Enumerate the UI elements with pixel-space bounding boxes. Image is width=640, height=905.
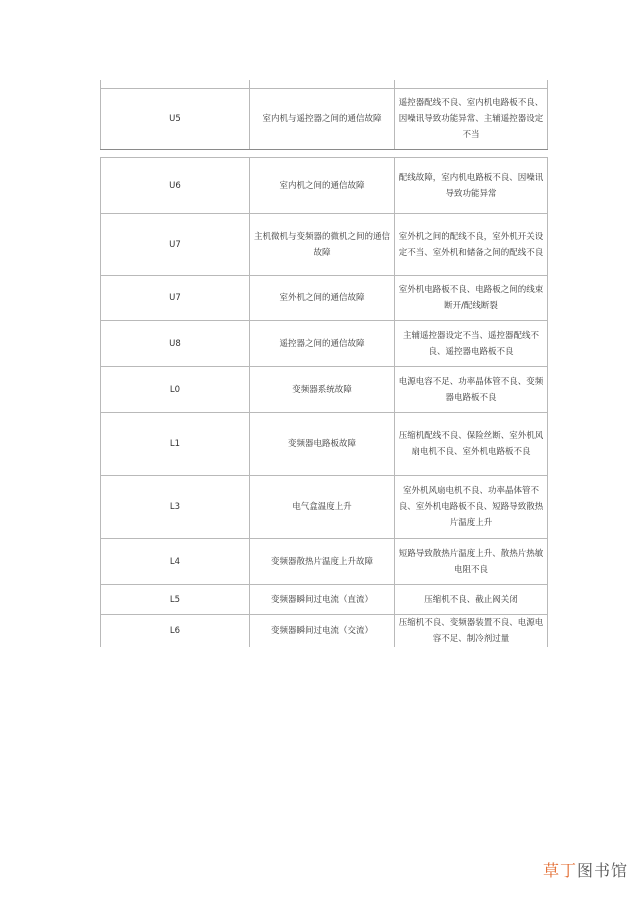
- code-cell: [101, 80, 250, 89]
- table-row: [101, 367, 548, 413]
- cause-cell: 配线故障，室内机电路板不良、因噪讯导致功能异常: [395, 158, 548, 214]
- table-row: [101, 214, 548, 276]
- cause-cell: 室外机风扇电机不良、功率晶体管不良、室外机电路板不良、短路导致散热片温度上升: [395, 476, 548, 539]
- cause-cell: 室外机之间的配线不良，室外机开关设定不当、室外机和储备之间的配线不良: [395, 214, 548, 276]
- fault-name-cell: [250, 80, 395, 89]
- table-row: [101, 476, 548, 539]
- fault-name-cell: 主机微机与变频器的微机之间的通信故障: [250, 214, 395, 276]
- cause-cell: 室外机电路板不良、电路板之间的线束断开/配线断裂: [395, 276, 548, 321]
- cause-cell: 压缩机配线不良、保险丝断、室外机风扇电机不良、室外机电路板不良: [395, 413, 548, 476]
- fault-name-cell: 室外机之间的通信故障: [250, 276, 395, 321]
- watermark-accent-text: 草丁: [542, 861, 577, 880]
- fault-name-cell: 变频器散热片温度上升故障: [250, 539, 395, 585]
- fault-name-cell: 室内机与遥控器之间的通信故障: [250, 89, 395, 150]
- code-cell: L5: [101, 585, 250, 615]
- fault-name-cell: 变频器瞬间过电流（直流）: [250, 585, 395, 615]
- table-row: [101, 585, 548, 615]
- table-row: [101, 539, 548, 585]
- table-row: [101, 276, 548, 321]
- code-cell: U5: [101, 89, 250, 150]
- fault-table-main: [100, 157, 548, 647]
- cause-cell: 压缩机不良、变频器装置不良、电源电容不足、制冷剂过量: [395, 615, 548, 648]
- cause-cell: 短路导致散热片温度上升、散热片热敏电阻不良: [395, 539, 548, 585]
- fault-name-cell: 遥控器之间的通信故障: [250, 321, 395, 367]
- cause-cell: [395, 80, 548, 89]
- code-cell: L0: [101, 367, 250, 413]
- fault-name-cell: 变频器电路板故障: [250, 413, 395, 476]
- fault-name-cell: 变频器瞬间过电流（交流）: [250, 615, 395, 648]
- code-cell: U8: [101, 321, 250, 367]
- table-row: [101, 89, 548, 150]
- cause-cell: 主辅遥控器设定不当、遥控器配线不良、遥控器电路板不良: [395, 321, 548, 367]
- fault-name-cell: 变频器系统故障: [250, 367, 395, 413]
- code-cell: U7: [101, 214, 250, 276]
- table-row: [101, 80, 548, 89]
- fault-table-top: [100, 80, 548, 150]
- table-row: [101, 615, 548, 648]
- table-row: [101, 413, 548, 476]
- fault-name-cell: 室内机之间的通信故障: [250, 158, 395, 214]
- fault-name-cell: 电气盒温度上升: [250, 476, 395, 539]
- code-cell: U7: [101, 276, 250, 321]
- cause-cell: 压缩机不良、截止阀关闭: [395, 585, 548, 615]
- table-row: [101, 158, 548, 214]
- code-cell: U6: [101, 158, 250, 214]
- code-cell: L1: [101, 413, 250, 476]
- cause-cell: 遥控器配线不良、室内机电路板不良、因噪讯导致功能异常、主辅遥控器设定不当: [395, 89, 548, 150]
- cause-cell: 电源电容不足、功率晶体管不良、变频器电路板不良: [395, 367, 548, 413]
- site-watermark: [543, 858, 628, 881]
- code-cell: L3: [101, 476, 250, 539]
- code-cell: L6: [101, 615, 250, 648]
- watermark-text: 图书馆: [576, 861, 628, 880]
- table-row: [101, 321, 548, 367]
- code-cell: L4: [101, 539, 250, 585]
